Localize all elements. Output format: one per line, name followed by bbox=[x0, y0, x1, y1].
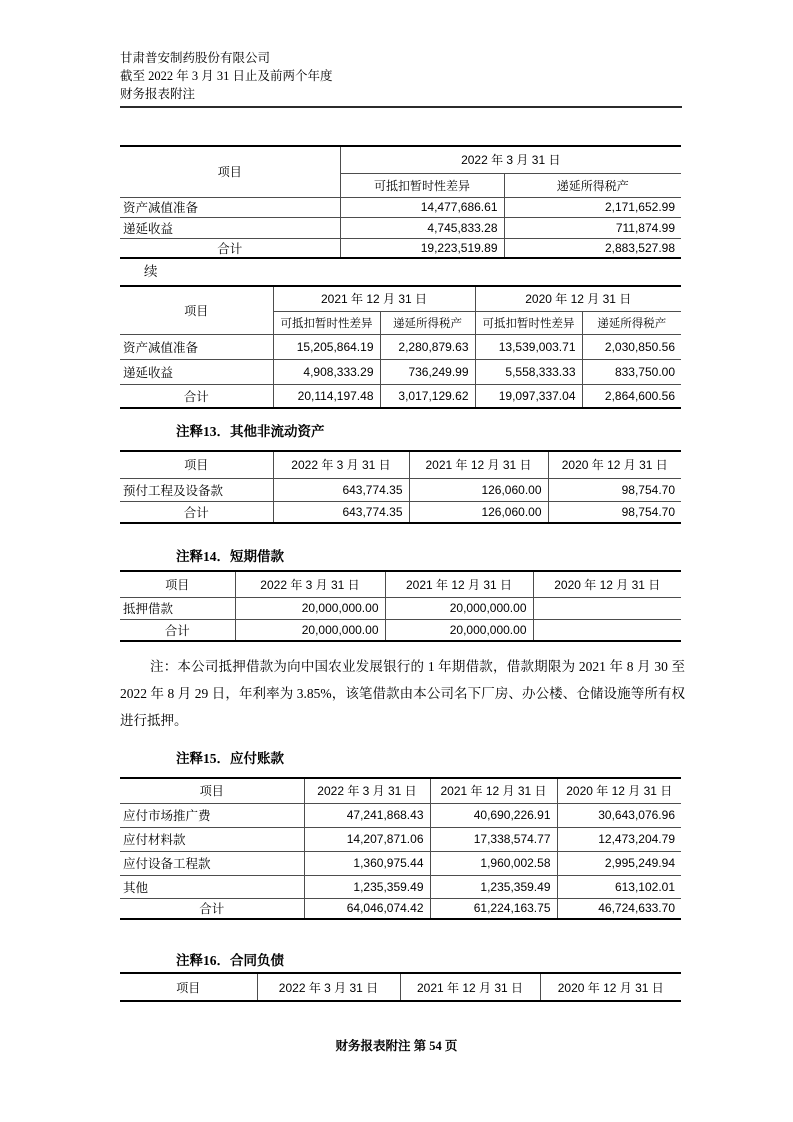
value-cell: 736,249.99 bbox=[380, 359, 475, 384]
row-label: 预付工程及设备款 bbox=[120, 478, 273, 501]
value-cell-empty bbox=[533, 597, 681, 619]
value-cell: 4,908,333.29 bbox=[273, 359, 380, 384]
table-row bbox=[120, 478, 681, 501]
value-cell: 126,060.00 bbox=[409, 478, 548, 501]
contract-liabilities-table bbox=[120, 972, 681, 1002]
value-cell: 14,477,686.61 bbox=[340, 197, 504, 217]
row-label: 应付材料款 bbox=[120, 827, 304, 851]
row-label: 应付市场推广费 bbox=[120, 803, 304, 827]
table-row bbox=[120, 597, 681, 619]
row-label: 递延收益 bbox=[120, 359, 273, 384]
header-cell-date: 2021 年 12 月 31 日 bbox=[400, 973, 540, 1001]
page-footer: 财务报表附注 第 54 页 bbox=[335, 1039, 458, 1053]
value-cell: 15,205,864.19 bbox=[273, 334, 380, 359]
table-row bbox=[120, 217, 681, 238]
value-cell: 14,207,871.06 bbox=[304, 827, 430, 851]
section-title-note13: 注释13．其他非流动资产 bbox=[176, 424, 325, 439]
header-cell-item: 项目 bbox=[120, 451, 273, 478]
value-cell: 4,745,833.28 bbox=[340, 217, 504, 238]
table-row bbox=[120, 146, 681, 173]
row-label: 应付设备工程款 bbox=[120, 851, 304, 875]
total-label: 合计 bbox=[120, 501, 273, 523]
value-cell: 64,046,074.42 bbox=[304, 898, 430, 919]
table-row-total bbox=[120, 619, 681, 641]
value-cell: 61,224,163.75 bbox=[430, 898, 557, 919]
borrowing-note-text: 注：本公司抵押借款为向中国农业发展银行的 1 年期借款，借款期限为 2021 年 8 月 30 至 2022 年 8 月 29 日，年利率为 3.85%，该笔借款由本公司名下厂房、办公楼、仓储设施等所有权进行抵押。 bbox=[120, 659, 685, 728]
doc-title: 财务报表附注 bbox=[120, 87, 196, 101]
header-cell-date: 2020 年 12 月 31 日 bbox=[475, 286, 681, 311]
company-name: 甘肃普安制药股份有限公司 bbox=[120, 51, 271, 65]
header-cell-item: 项目 bbox=[120, 146, 340, 197]
header-cell-date: 2022 年 3 月 31 日 bbox=[235, 571, 385, 597]
short-term-borrowings-table bbox=[120, 570, 681, 642]
row-label: 递延收益 bbox=[120, 217, 340, 238]
header-cell-sub: 递延所得税产 bbox=[504, 173, 681, 197]
table-row bbox=[120, 827, 681, 851]
value-cell: 2,883,527.98 bbox=[504, 238, 681, 258]
value-cell: 12,473,204.79 bbox=[557, 827, 681, 851]
section-title-note15: 注释15．应付账款 bbox=[176, 751, 284, 766]
table-row bbox=[120, 851, 681, 875]
deferred-tax-table-prior bbox=[120, 285, 681, 409]
total-label: 合计 bbox=[120, 238, 340, 258]
value-cell: 2,864,600.56 bbox=[582, 384, 681, 408]
header-cell-date: 2021 年 12 月 31 日 bbox=[430, 778, 557, 803]
value-cell: 47,241,868.43 bbox=[304, 803, 430, 827]
header-divider bbox=[120, 106, 682, 108]
total-label: 合计 bbox=[120, 898, 304, 919]
header-cell-item: 项目 bbox=[120, 571, 235, 597]
header-cell-date: 2020 年 12 月 31 日 bbox=[533, 571, 681, 597]
header-cell-sub: 递延所得税产 bbox=[380, 311, 475, 334]
value-cell: 2,171,652.99 bbox=[504, 197, 681, 217]
accounts-payable-table bbox=[120, 777, 681, 920]
table-row bbox=[120, 451, 681, 478]
table-row bbox=[120, 197, 681, 217]
header-cell-date: 2022 年 3 月 31 日 bbox=[340, 146, 681, 173]
value-cell: 1,235,359.49 bbox=[304, 875, 430, 898]
table-row-total bbox=[120, 501, 681, 523]
header-cell-date: 2021 年 12 月 31 日 bbox=[385, 571, 533, 597]
table-row bbox=[120, 778, 681, 803]
value-cell: 20,114,197.48 bbox=[273, 384, 380, 408]
value-cell-empty bbox=[533, 619, 681, 641]
header-cell-sub: 可抵扣暂时性差异 bbox=[273, 311, 380, 334]
header-cell-item: 项目 bbox=[120, 286, 273, 334]
other-noncurrent-assets-table bbox=[120, 450, 681, 524]
value-cell: 5,558,333.33 bbox=[475, 359, 582, 384]
value-cell: 126,060.00 bbox=[409, 501, 548, 523]
value-cell: 613,102.01 bbox=[557, 875, 681, 898]
header-cell-sub: 可抵扣暂时性差异 bbox=[340, 173, 504, 197]
value-cell: 98,754.70 bbox=[548, 501, 681, 523]
value-cell: 2,995,249.94 bbox=[557, 851, 681, 875]
value-cell: 643,774.35 bbox=[273, 501, 409, 523]
value-cell: 20,000,000.00 bbox=[385, 619, 533, 641]
row-label: 抵押借款 bbox=[120, 597, 235, 619]
table-row bbox=[120, 803, 681, 827]
value-cell: 2,030,850.56 bbox=[582, 334, 681, 359]
header-cell-date: 2020 年 12 月 31 日 bbox=[557, 778, 681, 803]
row-label: 资产减值准备 bbox=[120, 197, 340, 217]
value-cell: 19,223,519.89 bbox=[340, 238, 504, 258]
table-row bbox=[120, 875, 681, 898]
header-cell-date: 2021 年 12 月 31 日 bbox=[409, 451, 548, 478]
table-row-total bbox=[120, 384, 681, 408]
value-cell: 20,000,000.00 bbox=[235, 597, 385, 619]
value-cell: 13,539,003.71 bbox=[475, 334, 582, 359]
value-cell: 3,017,129.62 bbox=[380, 384, 475, 408]
header-cell-date: 2022 年 3 月 31 日 bbox=[304, 778, 430, 803]
header-cell-date: 2020 年 12 月 31 日 bbox=[540, 973, 681, 1001]
value-cell: 30,643,076.96 bbox=[557, 803, 681, 827]
table-row bbox=[120, 973, 681, 1001]
value-cell: 46,724,633.70 bbox=[557, 898, 681, 919]
report-period: 截至 2022 年 3 月 31 日止及前两个年度 bbox=[120, 69, 333, 83]
table-row bbox=[120, 359, 681, 384]
continued-label: 续 bbox=[144, 264, 158, 279]
header-cell-date: 2022 年 3 月 31 日 bbox=[273, 451, 409, 478]
value-cell: 17,338,574.77 bbox=[430, 827, 557, 851]
value-cell: 1,960,002.58 bbox=[430, 851, 557, 875]
header-cell-date: 2022 年 3 月 31 日 bbox=[257, 973, 400, 1001]
total-label: 合计 bbox=[120, 384, 273, 408]
header-cell-date: 2020 年 12 月 31 日 bbox=[548, 451, 681, 478]
table-row-total bbox=[120, 898, 681, 919]
table-row bbox=[120, 286, 681, 311]
header-cell-sub: 可抵扣暂时性差异 bbox=[475, 311, 582, 334]
value-cell: 40,690,226.91 bbox=[430, 803, 557, 827]
value-cell: 98,754.70 bbox=[548, 478, 681, 501]
section-title-note16: 注释16．合同负债 bbox=[176, 953, 284, 968]
value-cell: 20,000,000.00 bbox=[385, 597, 533, 619]
deferred-tax-table-2022 bbox=[120, 145, 681, 259]
total-label: 合计 bbox=[120, 619, 235, 641]
value-cell: 2,280,879.63 bbox=[380, 334, 475, 359]
value-cell: 20,000,000.00 bbox=[235, 619, 385, 641]
header-cell-date: 2021 年 12 月 31 日 bbox=[273, 286, 475, 311]
table-row bbox=[120, 571, 681, 597]
doc-header bbox=[120, 49, 333, 103]
section-title-note14: 注释14．短期借款 bbox=[176, 549, 284, 564]
row-label: 资产减值准备 bbox=[120, 334, 273, 359]
value-cell: 833,750.00 bbox=[582, 359, 681, 384]
header-cell-item: 项目 bbox=[120, 778, 304, 803]
header-cell-sub: 递延所得税产 bbox=[582, 311, 681, 334]
value-cell: 1,235,359.49 bbox=[430, 875, 557, 898]
header-cell-item: 项目 bbox=[120, 973, 257, 1001]
value-cell: 1,360,975.44 bbox=[304, 851, 430, 875]
value-cell: 643,774.35 bbox=[273, 478, 409, 501]
row-label: 其他 bbox=[120, 875, 304, 898]
table-row bbox=[120, 334, 681, 359]
value-cell: 19,097,337.04 bbox=[475, 384, 582, 408]
value-cell: 711,874.99 bbox=[504, 217, 681, 238]
table-row-total bbox=[120, 238, 681, 258]
